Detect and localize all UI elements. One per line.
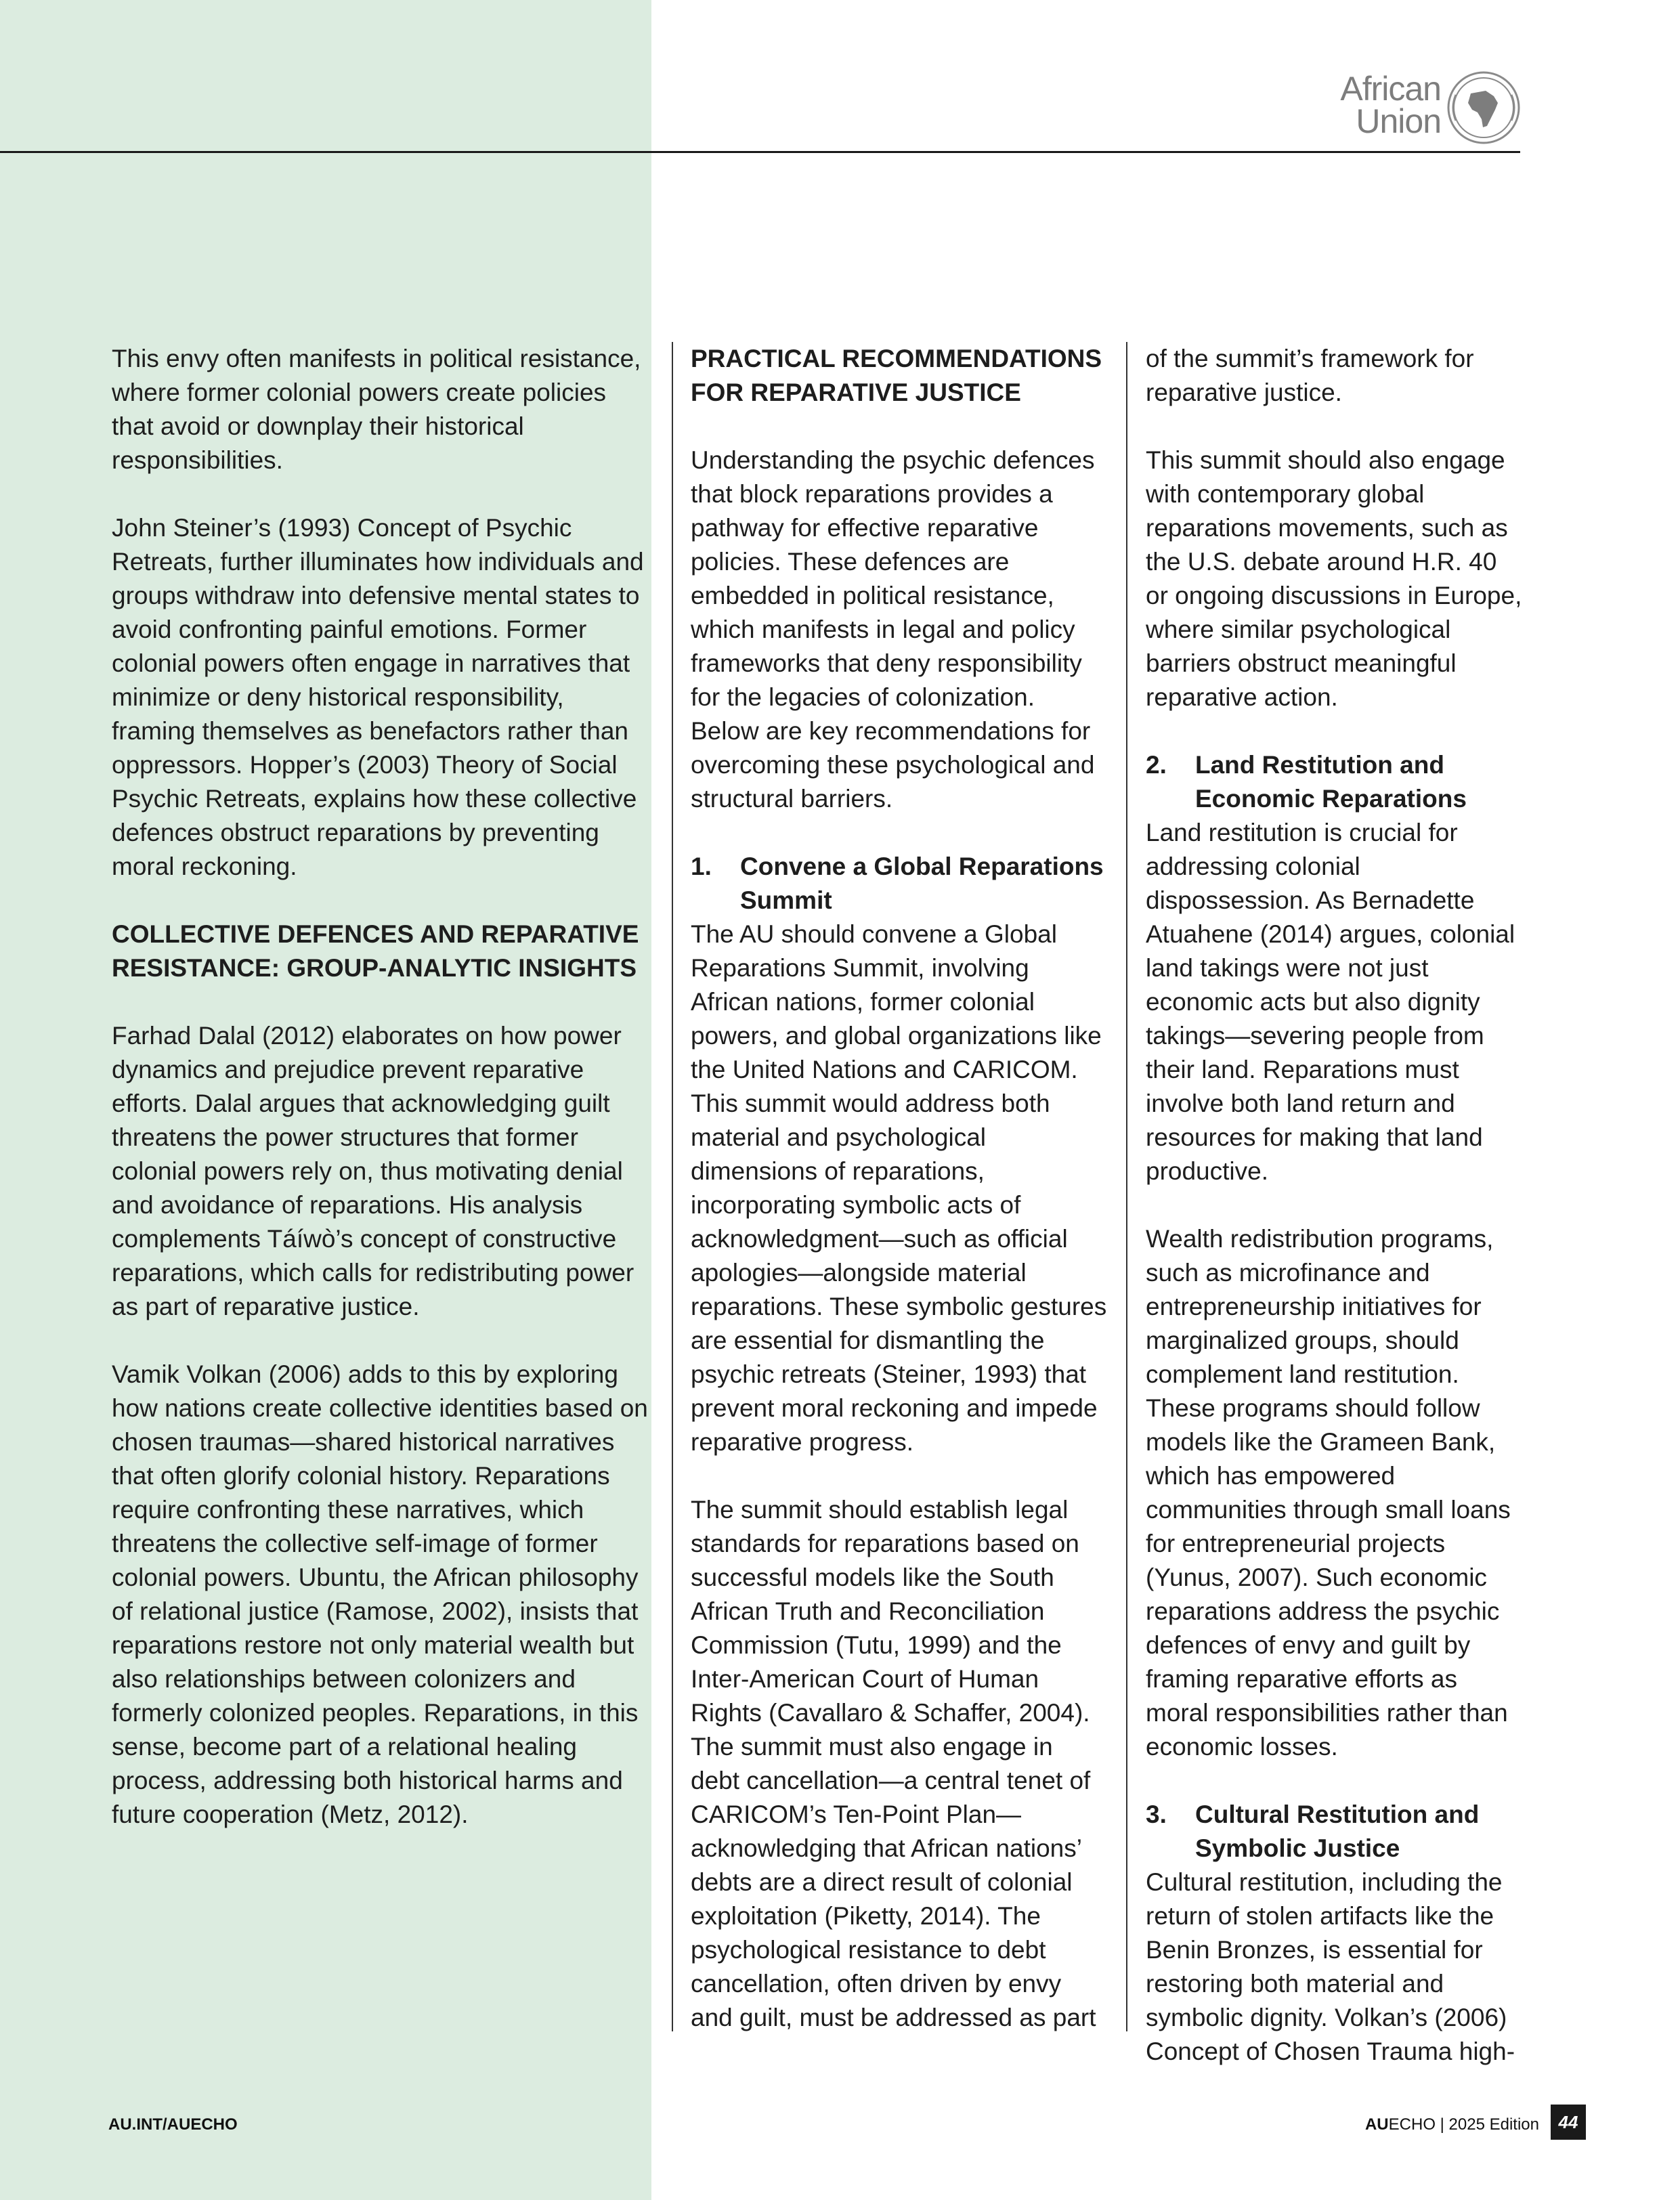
paragraph: of the summit’s framework for reparative justice. xyxy=(1146,345,1474,406)
paragraph: Wealth redistribution programs, such as microfinance and entrepreneurship initiatives for marginalized groups, should complement land restitution. These programs should follow models like the Grameen Bank, which has empowered communities through small loans for entrepreneurial projects (Yunus, 2007). Such economic reparations address the psychic defences of envy and guilt by framing reparative efforts as moral responsibilities rather than economic losses. xyxy=(1146,1225,1511,1761)
logo-line-2: Union xyxy=(1356,102,1441,140)
subheading-title: Land Restitution and Economic Reparations xyxy=(1195,751,1467,813)
subheading-title: Convene a Global Reparations Summit xyxy=(740,853,1104,914)
header-rule xyxy=(0,151,1520,153)
footer-brand-bold: AU xyxy=(1364,2115,1389,2134)
numbered-subheading xyxy=(691,850,1107,918)
african-union-logo xyxy=(1307,68,1524,149)
subheading-title: Cultural Restitution and Symbolic Justice xyxy=(1195,1800,1480,1862)
paragraph: Land restitution is crucial for addressing colonial dispossession. As Bernadette Atuahene (2014) argues, colonial land takings were not just economic acts but also dignity takings—severing people from their land. Reparations must involve both land return and resources for making that land productive. xyxy=(1146,819,1515,1185)
footer-edition xyxy=(1365,2115,1539,2134)
paragraph: The AU should convene a Global Reparations Summit, involving African nations, former colonial powers, and global organizations like the United Nations and CARICOM. This summit would address both material and psychological dimensions of reparations, incorporating symbolic acts of acknowledgment—such as official apologies—alongside material reparations. These symbolic gestures are essential for dismantling the psychic retreats (Steiner, 1993) that prevent moral reckoning and impede reparative progress. xyxy=(691,920,1107,1456)
paragraph: This envy often manifests in political resistance, where former colonial powers create policies that avoid or downplay their historical responsibilities. xyxy=(112,345,641,474)
paragraph: Understanding the psychic defences that block reparations provides a pathway for effective reparative policies. These defences are embedded in political resistance, which manifests in legal and policy frameworks that deny responsibility for the legacies of colonization. Below are key recommendations for overcoming these psychological and structural barriers. xyxy=(691,446,1095,813)
column-divider-2 xyxy=(1126,342,1127,2031)
column-1 xyxy=(112,342,653,1865)
page-number: 44 xyxy=(1551,2105,1586,2140)
numbered-subheading xyxy=(1146,748,1525,816)
paragraph: Cultural restitution, including the return of stolen artifacts like the Benin Bronzes, is essential for restoring both material and symbolic dignity. Volkan’s (2006) Concept of Chosen Trauma high- xyxy=(1146,1868,1515,2065)
au-emblem-icon xyxy=(1444,68,1524,148)
paragraph: Vamik Volkan (2006) adds to this by exploring how nations create collective identities based on chosen traumas—shared historical narratives that often glorify colonial history. Reparations require confronting these narratives, which threatens the collective self-image of former colonial powers. Ubuntu, the African philosophy of relational justice (Ramose, 2002), insists that reparations restore not only material wealth but also relationships between colonizers and formerly colonized peoples. Reparations, in this sense, become part of a relational healing process, addressing both historical harms and future cooperation (Metz, 2012). xyxy=(112,1360,648,1828)
paragraph: The summit should establish legal standards for reparations based on successful models like the South African Truth and Reconciliation Commission (Tutu, 1999) and the Inter-American Court of Human Rights (Cavallaro & Schaffer, 2004). The summit must also engage in debt cancellation—a central tenet of CARICOM’s Ten-Point Plan—acknowledging that African nations’ debts are a direct result of colonial exploitation (Piketty, 2014). The psychological resistance to debt cancellation, often driven by envy and guilt, must be addressed as part xyxy=(691,1496,1096,2031)
subheading-number: 2. xyxy=(1146,751,1167,779)
paragraph: Farhad Dalal (2012) elaborates on how power dynamics and prejudice prevent reparative efforts. Dalal argues that acknowledging guilt threatens the power structures that former colonial powers rely on, thus motivating denial and avoidance of reparations. His analysis complements Táíwò’s concept of constructive reparations, which calls for redistributing power as part of reparative justice. xyxy=(112,1022,634,1320)
footer-brand-rest: ECHO | 2025 Edition xyxy=(1388,2115,1539,2134)
paragraph: This summit should also engage with contemporary global reparations movements, such as the U.S. debate around H.R. 40 or ongoing discussions in Europe, where similar psychological barriers obstruct meaningful reparative action. xyxy=(1146,446,1522,711)
paragraph: John Steiner’s (1993) Concept of Psychic Retreats, further illuminates how individuals and groups withdraw into defensive mental states to avoid confronting painful emotions. Former colonial powers often engage in narratives that minimize or deny historical responsibility, framing themselves as benefactors rather than oppressors. Hopper’s (2003) Theory of Social Psychic Retreats, explains how these collective defences obstruct reparations by preventing moral reckoning. xyxy=(112,514,644,880)
subheading-number: 3. xyxy=(1146,1800,1167,1828)
column-3 xyxy=(1146,342,1525,2102)
logo-line-1: African xyxy=(1340,70,1441,108)
numbered-subheading xyxy=(1146,1798,1525,1865)
subheading-number: 1. xyxy=(691,853,712,880)
column-divider-1 xyxy=(672,342,673,2031)
section-heading: COLLECTIVE DEFENCES AND REPARATIVE RESISTANCE: GROUP-ANALYTIC INSIGHTS xyxy=(112,920,639,982)
footer-url: AU.INT/AUECHO xyxy=(108,2115,238,2134)
section-heading: PRACTICAL RECOMMENDATIONS FOR REPARATIVE JUSTICE xyxy=(691,345,1102,406)
column-2 xyxy=(691,342,1107,2069)
